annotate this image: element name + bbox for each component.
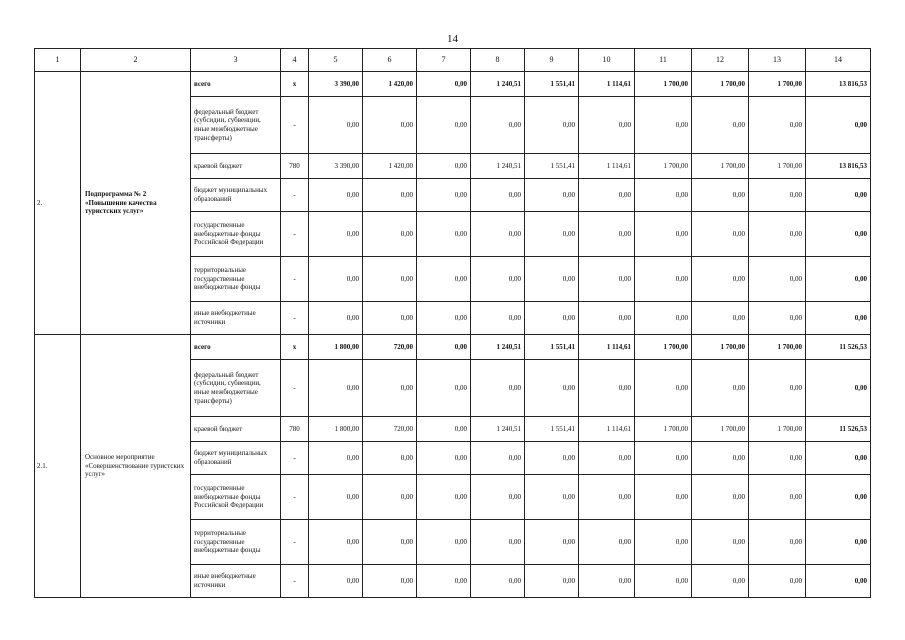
amount-cell: 0,00	[363, 442, 417, 475]
amount-cell: 0,00	[692, 565, 749, 598]
funding-source: краевой бюджет	[191, 154, 281, 179]
budget-code: -	[281, 257, 309, 302]
amount-cell: 0,00	[309, 475, 363, 520]
amount-cell: 0,00	[692, 257, 749, 302]
amount-cell: 1 800,00	[309, 335, 363, 360]
amount-cell: 0,00	[363, 212, 417, 257]
amount-cell: 720,00	[363, 335, 417, 360]
amount-cell: 0,00	[417, 212, 471, 257]
amount-cell: 0,00	[309, 520, 363, 565]
column-header: 2	[81, 49, 191, 72]
column-header: 6	[363, 49, 417, 72]
amount-cell: 0,00	[692, 212, 749, 257]
funding-source: иные внебюджетные источники	[191, 565, 281, 598]
amount-cell: 1 700,00	[635, 154, 692, 179]
amount-cell: 0,00	[309, 360, 363, 417]
amount-cell: 0,00	[417, 72, 471, 97]
amount-cell: 3 390,00	[309, 72, 363, 97]
column-header: 11	[635, 49, 692, 72]
amount-cell: 0,00	[417, 154, 471, 179]
amount-cell: 0,00	[471, 360, 525, 417]
amount-cell: 1 700,00	[635, 72, 692, 97]
funding-source: всего	[191, 335, 281, 360]
amount-cell: 1 240,51	[471, 154, 525, 179]
budget-code: -	[281, 179, 309, 212]
amount-cell: 0,00	[692, 475, 749, 520]
funding-source: всего	[191, 72, 281, 97]
funding-source: федеральный бюджет (субсидии, субвенции, иные межбюджетные трансферты)	[191, 360, 281, 417]
amount-cell: 0,00	[749, 302, 806, 335]
amount-cell: 0,00	[309, 302, 363, 335]
amount-cell: 1 700,00	[749, 154, 806, 179]
amount-cell: 0,00	[525, 302, 579, 335]
amount-cell: 1 700,00	[749, 72, 806, 97]
funding-source: государственные внебюджетные фонды Российской Федерации	[191, 475, 281, 520]
amount-cell: 0,00	[525, 179, 579, 212]
amount-cell: 0,00	[525, 360, 579, 417]
amount-cell: 0,00	[525, 475, 579, 520]
amount-cell: 0,00	[525, 442, 579, 475]
total-cell: 0,00	[806, 360, 871, 417]
program-name: Основное мероприятие «Совершенствование туристских услуг»	[81, 335, 191, 598]
amount-cell: 1 700,00	[635, 417, 692, 442]
amount-cell: 0,00	[417, 520, 471, 565]
budget-code: 780	[281, 154, 309, 179]
amount-cell: 0,00	[525, 520, 579, 565]
amount-cell: 0,00	[471, 212, 525, 257]
amount-cell: 1 114,61	[579, 335, 635, 360]
program-name: Подпрограмма № 2 «Повышение качества туристских услуг»	[81, 72, 191, 335]
amount-cell: 0,00	[471, 520, 525, 565]
amount-cell: 1 240,51	[471, 335, 525, 360]
amount-cell: 0,00	[417, 417, 471, 442]
amount-cell: 1 700,00	[692, 72, 749, 97]
amount-cell: 0,00	[309, 565, 363, 598]
column-header: 4	[281, 49, 309, 72]
amount-cell: 0,00	[471, 442, 525, 475]
amount-cell: 0,00	[417, 179, 471, 212]
amount-cell: 0,00	[417, 335, 471, 360]
column-header: 9	[525, 49, 579, 72]
amount-cell: 720,00	[363, 417, 417, 442]
amount-cell: 1 551,41	[525, 335, 579, 360]
row-index: 2.	[35, 72, 81, 335]
amount-cell: 0,00	[363, 565, 417, 598]
funding-source: государственные внебюджетные фонды Российской Федерации	[191, 212, 281, 257]
amount-cell: 0,00	[525, 565, 579, 598]
amount-cell: 0,00	[471, 565, 525, 598]
amount-cell: 0,00	[363, 360, 417, 417]
amount-cell: 0,00	[635, 302, 692, 335]
total-cell: 0,00	[806, 475, 871, 520]
amount-cell: 0,00	[692, 97, 749, 154]
amount-cell: 0,00	[363, 257, 417, 302]
total-cell: 13 816,53	[806, 72, 871, 97]
amount-cell: 0,00	[417, 302, 471, 335]
total-cell: 0,00	[806, 212, 871, 257]
budget-code: х	[281, 335, 309, 360]
column-header: 7	[417, 49, 471, 72]
amount-cell: 0,00	[692, 442, 749, 475]
amount-cell: 0,00	[363, 179, 417, 212]
amount-cell: 1 420,00	[363, 72, 417, 97]
amount-cell: 1 700,00	[749, 335, 806, 360]
amount-cell: 0,00	[579, 475, 635, 520]
amount-cell: 1 700,00	[692, 417, 749, 442]
amount-cell: 0,00	[579, 520, 635, 565]
amount-cell: 0,00	[363, 475, 417, 520]
amount-cell: 0,00	[635, 97, 692, 154]
budget-code: -	[281, 302, 309, 335]
column-header: 14	[806, 49, 871, 72]
table-row	[35, 335, 871, 360]
amount-cell: 0,00	[749, 565, 806, 598]
budget-code: -	[281, 442, 309, 475]
funding-source: федеральный бюджет (субсидии, субвенции, иные межбюджетные трансферты)	[191, 97, 281, 154]
total-cell: 11 526,53	[806, 335, 871, 360]
amount-cell: 0,00	[417, 97, 471, 154]
budget-code: х	[281, 72, 309, 97]
amount-cell: 0,00	[635, 257, 692, 302]
amount-cell: 0,00	[635, 442, 692, 475]
amount-cell: 1 240,51	[471, 72, 525, 97]
amount-cell: 0,00	[579, 442, 635, 475]
amount-cell: 0,00	[363, 302, 417, 335]
funding-source: бюджет муниципальных образований	[191, 179, 281, 212]
column-header: 12	[692, 49, 749, 72]
amount-cell: 0,00	[749, 257, 806, 302]
amount-cell: 0,00	[635, 565, 692, 598]
amount-cell: 1 420,00	[363, 154, 417, 179]
header-row	[35, 49, 871, 72]
funding-source: территориальные государственные внебюджетные фонды	[191, 257, 281, 302]
column-header: 8	[471, 49, 525, 72]
amount-cell: 0,00	[471, 97, 525, 154]
amount-cell: 0,00	[309, 257, 363, 302]
amount-cell: 0,00	[692, 360, 749, 417]
amount-cell: 0,00	[635, 179, 692, 212]
budget-code: -	[281, 212, 309, 257]
total-cell: 0,00	[806, 565, 871, 598]
budget-code: -	[281, 475, 309, 520]
amount-cell: 1 700,00	[692, 154, 749, 179]
amount-cell: 0,00	[363, 520, 417, 565]
amount-cell: 1 800,00	[309, 417, 363, 442]
amount-cell: 0,00	[525, 97, 579, 154]
budget-table	[34, 48, 871, 598]
amount-cell: 0,00	[417, 442, 471, 475]
total-cell: 0,00	[806, 179, 871, 212]
amount-cell: 0,00	[749, 179, 806, 212]
total-cell: 0,00	[806, 97, 871, 154]
amount-cell: 0,00	[525, 212, 579, 257]
amount-cell: 0,00	[635, 475, 692, 520]
total-cell: 11 526,53	[806, 417, 871, 442]
table-row	[35, 72, 871, 97]
amount-cell: 0,00	[579, 179, 635, 212]
column-header: 5	[309, 49, 363, 72]
amount-cell: 0,00	[692, 520, 749, 565]
amount-cell: 0,00	[579, 257, 635, 302]
column-header: 1	[35, 49, 81, 72]
funding-source: бюджет муниципальных образований	[191, 442, 281, 475]
total-cell: 0,00	[806, 257, 871, 302]
column-header: 13	[749, 49, 806, 72]
amount-cell: 0,00	[749, 97, 806, 154]
amount-cell: 0,00	[749, 212, 806, 257]
amount-cell: 1 551,41	[525, 154, 579, 179]
amount-cell: 0,00	[749, 442, 806, 475]
amount-cell: 0,00	[363, 97, 417, 154]
amount-cell: 0,00	[692, 179, 749, 212]
amount-cell: 0,00	[635, 520, 692, 565]
amount-cell: 0,00	[309, 97, 363, 154]
amount-cell: 3 390,00	[309, 154, 363, 179]
amount-cell: 0,00	[417, 360, 471, 417]
amount-cell: 0,00	[579, 565, 635, 598]
funding-source: иные внебюджетные источники	[191, 302, 281, 335]
amount-cell: 1 551,41	[525, 417, 579, 442]
amount-cell: 0,00	[471, 257, 525, 302]
amount-cell: 0,00	[579, 360, 635, 417]
amount-cell: 0,00	[749, 475, 806, 520]
funding-source: территориальные государственные внебюджетные фонды	[191, 520, 281, 565]
budget-code: 780	[281, 417, 309, 442]
amount-cell: 0,00	[471, 179, 525, 212]
total-cell: 0,00	[806, 302, 871, 335]
page-number: 14	[447, 33, 458, 45]
amount-cell: 0,00	[635, 360, 692, 417]
amount-cell: 1 114,61	[579, 72, 635, 97]
amount-cell: 1 551,41	[525, 72, 579, 97]
amount-cell: 1 114,61	[579, 154, 635, 179]
amount-cell: 0,00	[417, 565, 471, 598]
amount-cell: 1 240,51	[471, 417, 525, 442]
amount-cell: 0,00	[749, 360, 806, 417]
budget-code: -	[281, 565, 309, 598]
budget-code: -	[281, 97, 309, 154]
amount-cell: 0,00	[471, 302, 525, 335]
amount-cell: 0,00	[749, 520, 806, 565]
amount-cell: 0,00	[579, 302, 635, 335]
amount-cell: 1 700,00	[749, 417, 806, 442]
amount-cell: 0,00	[692, 302, 749, 335]
column-header: 3	[191, 49, 281, 72]
budget-code: -	[281, 520, 309, 565]
total-cell: 13 816,53	[806, 154, 871, 179]
amount-cell: 0,00	[417, 257, 471, 302]
budget-code: -	[281, 360, 309, 417]
funding-source: краевой бюджет	[191, 417, 281, 442]
amount-cell: 0,00	[525, 257, 579, 302]
column-header: 10	[579, 49, 635, 72]
total-cell: 0,00	[806, 442, 871, 475]
amount-cell: 0,00	[579, 212, 635, 257]
amount-cell: 1 114,61	[579, 417, 635, 442]
amount-cell: 0,00	[579, 97, 635, 154]
amount-cell: 0,00	[309, 442, 363, 475]
total-cell: 0,00	[806, 520, 871, 565]
amount-cell: 0,00	[309, 179, 363, 212]
amount-cell: 1 700,00	[692, 335, 749, 360]
amount-cell: 0,00	[309, 212, 363, 257]
amount-cell: 0,00	[417, 475, 471, 520]
amount-cell: 0,00	[471, 475, 525, 520]
row-index: 2.1.	[35, 335, 81, 598]
amount-cell: 1 700,00	[635, 335, 692, 360]
amount-cell: 0,00	[635, 212, 692, 257]
